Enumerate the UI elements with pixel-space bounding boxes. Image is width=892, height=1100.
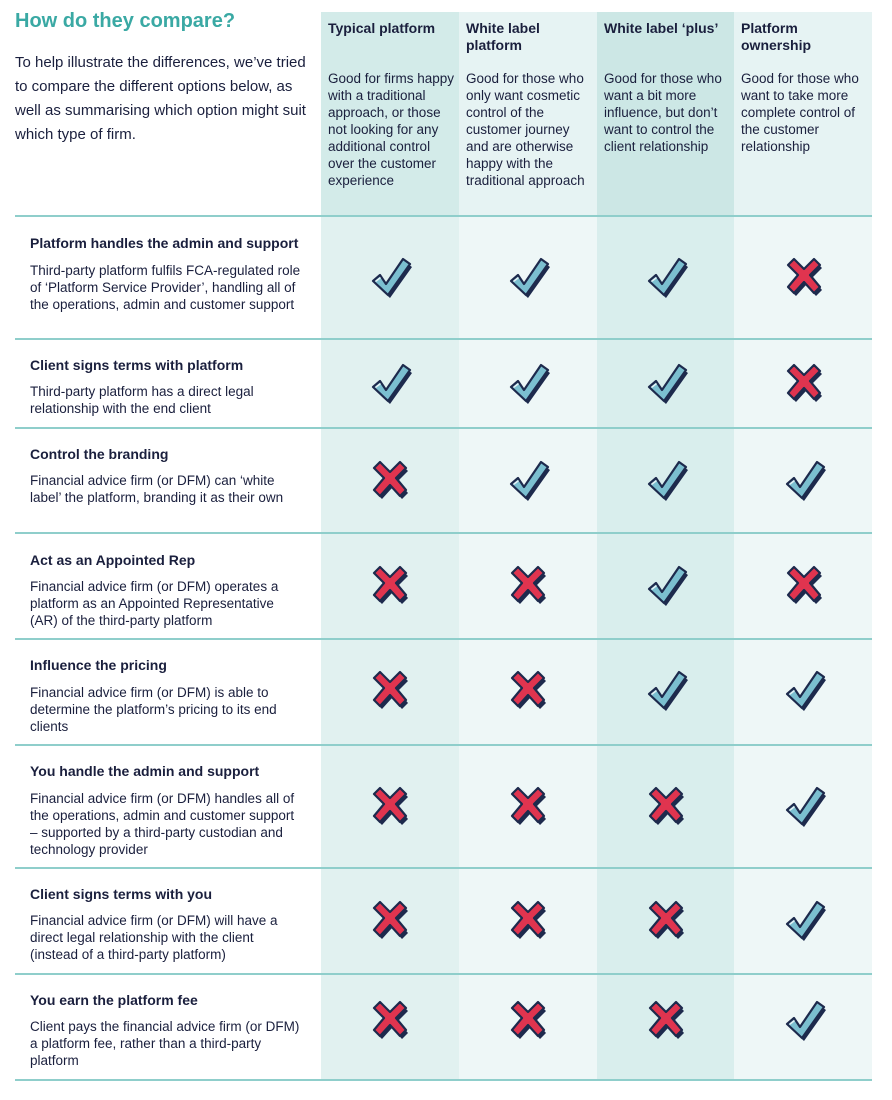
column-title: White label ‘plus’: [604, 20, 719, 36]
checkmark-icon: [367, 360, 413, 406]
row-divider: [15, 427, 872, 429]
row-title: Influence the pricing: [30, 657, 167, 673]
cross-icon: [367, 997, 413, 1043]
checkmark-icon: [781, 457, 827, 503]
row-divider: [15, 744, 872, 746]
column-header-white-label-plus: [604, 20, 732, 155]
column-title: Typical platform: [328, 20, 436, 36]
row-description: Financial advice firm (or DFM) handles all of the operations, admin and customer support – supported by a third-party custodian and technology provider: [30, 791, 295, 857]
checkmark-icon: [643, 457, 689, 503]
cross-icon: [781, 562, 827, 608]
checkmark-icon: [643, 562, 689, 608]
row-description: Financial advice firm (or DFM) operates a platform as an Appointed Representative (AR) of the third-party platform: [30, 579, 279, 628]
column-description: Good for firms happy with a traditional approach, or those not looking for any additional control over the customer experience: [328, 71, 455, 188]
row-title: Act as an Appointed Rep: [30, 552, 196, 568]
column-description: Good for those who only want cosmetic control of the customer journey and are otherwise happy with the traditional approach: [466, 71, 585, 188]
cross-icon: [643, 897, 689, 943]
row-description: Third-party platform has a direct legal relationship with the end client: [30, 384, 254, 416]
row-description: Financial advice firm (or DFM) is able to determine the platform’s pricing to its end clients: [30, 685, 277, 734]
row-description: Third-party platform fulfils FCA-regulated role of ‘Platform Service Provider’, handling all of the operations, admin and customer support: [30, 263, 301, 312]
intro-section: [15, 10, 310, 147]
cross-icon: [781, 360, 827, 406]
row-title: You handle the admin and support: [30, 763, 260, 779]
checkmark-icon: [643, 667, 689, 713]
row-divider: [15, 215, 872, 217]
cross-icon: [505, 897, 551, 943]
checkmark-icon: [781, 783, 827, 829]
cross-icon: [505, 783, 551, 829]
cross-icon: [505, 997, 551, 1043]
checkmark-icon: [505, 254, 551, 300]
cross-icon: [643, 997, 689, 1043]
row-title: Client signs terms with you: [30, 886, 213, 902]
checkmark-icon: [643, 254, 689, 300]
row-title: You earn the platform fee: [30, 992, 198, 1008]
cross-icon: [367, 562, 413, 608]
column-description: Good for those who want to take more complete control of the customer relationship: [741, 71, 859, 154]
row-description: Client pays the financial advice firm (or DFM) a platform fee, rather than a third-party platform: [30, 1019, 300, 1068]
row-title: Control the branding: [30, 446, 169, 462]
checkmark-icon: [781, 897, 827, 943]
row-title: Platform handles the admin and support: [30, 235, 299, 251]
cross-icon: [505, 562, 551, 608]
row-divider: [15, 1079, 872, 1081]
cross-icon: [781, 254, 827, 300]
checkmark-icon: [781, 667, 827, 713]
column-title: Platform ownership: [741, 20, 812, 53]
row-description: Financial advice firm (or DFM) will have a direct legal relationship with the client (instead of a third-party platform): [30, 913, 278, 962]
column-title: White label platform: [466, 20, 540, 53]
cross-icon: [643, 783, 689, 829]
checkmark-icon: [505, 457, 551, 503]
row-description: Financial advice firm (or DFM) can ‘white label’ the platform, branding it as their own: [30, 473, 284, 505]
checkmark-icon: [643, 360, 689, 406]
column-header-typical: [328, 20, 456, 189]
intro-text: To help illustrate the differences, we’ve tried to compare the different options below, as well as summarising which option might suit which type of firm.: [15, 54, 306, 143]
page-title: How do they compare?: [15, 10, 236, 32]
checkmark-icon: [367, 254, 413, 300]
cross-icon: [367, 783, 413, 829]
column-header-ownership: [741, 20, 869, 155]
row-divider: [15, 867, 872, 869]
row-divider: [15, 532, 872, 534]
column-header-white-label: [466, 20, 594, 189]
row-divider: [15, 338, 872, 340]
row-title: Client signs terms with platform: [30, 357, 244, 373]
row-divider: [15, 638, 872, 640]
cross-icon: [367, 457, 413, 503]
cross-icon: [367, 667, 413, 713]
cross-icon: [367, 897, 413, 943]
column-description: Good for those who want a bit more influence, but don’t want to control the client relationship: [604, 71, 722, 154]
row-divider: [15, 973, 872, 975]
checkmark-icon: [505, 360, 551, 406]
checkmark-icon: [781, 997, 827, 1043]
cross-icon: [505, 667, 551, 713]
